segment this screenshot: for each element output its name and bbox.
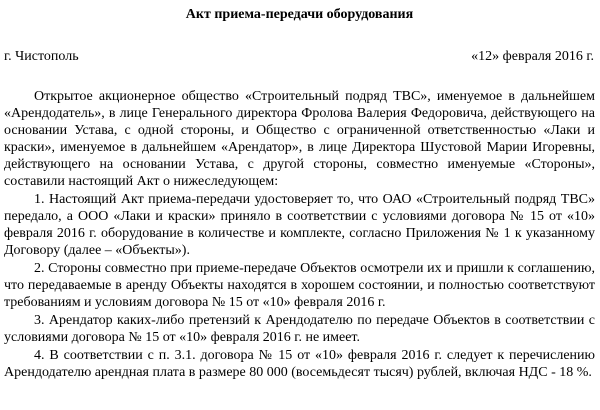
intro-paragraph: Открытое акционерное общество «Строительный подряд ТВС», именуемое в дальнейшем «Арендодатель», в лице Генерального директора Фролова Валерия Федоровича, действующего на основании Устава, с одной стороны, и Общество с ограниченной ответственностью «Лаки и краски», именуемое в дальнейшем «Арендатор», в лице Директора Шустовой Марии Игоревны, действующего на основании Устава, с другой стороны, совместно именуемые «Стороны», составили настоящий Акт о нижеследующем: <box>4 89 595 189</box>
clause-4: 4. В соответствии с п. 3.1. договора № 15 от «10» февраля 2016 г. следует к перечислению Арендодателю арендная плата в размере 80 000 (восемьдесят тысяч) рублей, включая НДС - 18 %. <box>4 348 595 380</box>
document-place: г. Чистополь <box>4 49 79 64</box>
clause-3: 3. Арендатор каких-либо претензий к Арендодателю по передаче Объектов в соответствии с условиями договора № 15 от «10» февраля 2016 г. не имеет. <box>4 313 595 345</box>
document-date: «12» февраля 2016 г. <box>471 49 594 64</box>
clause-1: 1. Настоящий Акт приема-передачи удостоверяет то, что ОАО «Строительный подряд ТВС» передало, а ООО «Лаки и краски» приняло в соответствии с условиями договора № 15 от «10» февраля 2016 г. оборудование в количестве и комплекте, согласно Приложения № 1 к указанному Договору (далее – «Объекты»). <box>4 192 595 258</box>
clause-2: 2. Стороны совместно при приеме-передаче Объектов осмотрели их и пришли к соглашению, что передаваемые в аренду Объекты находятся в хорошем состоянии, и полностью соответствуют требованиям и условиям договора № 15 от «10» февраля 2016 г. <box>4 261 595 310</box>
place-date-row <box>4 48 595 65</box>
document-title: Акт приема-передачи оборудования <box>185 7 414 22</box>
